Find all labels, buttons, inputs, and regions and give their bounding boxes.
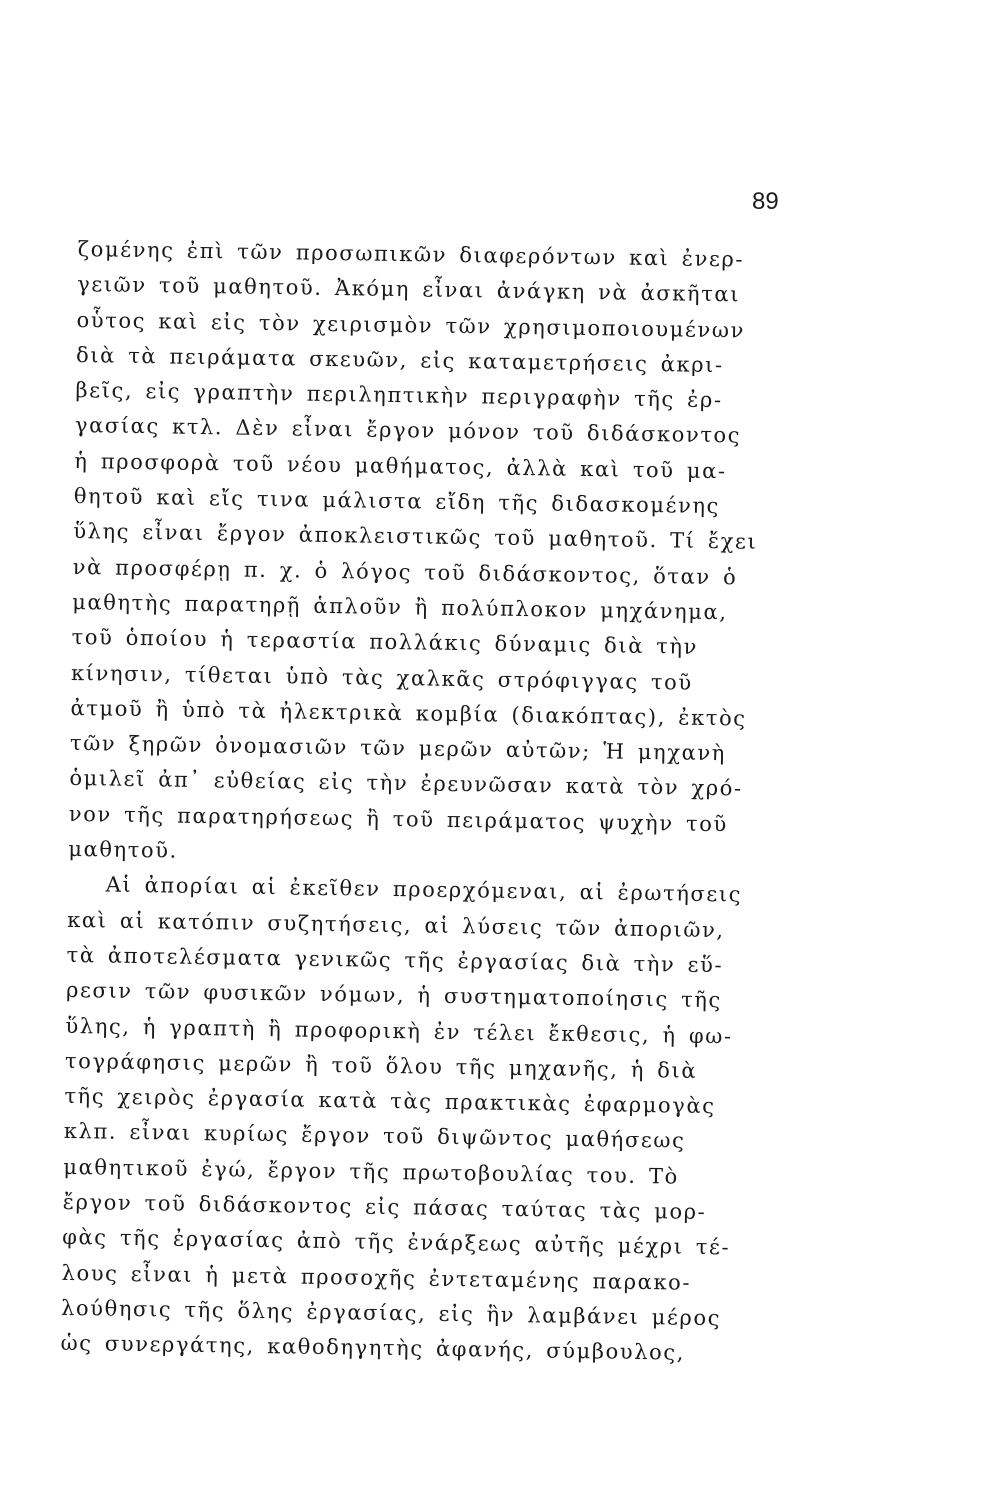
text-line: ἀτμοῦ ἢ ὑπὸ τὰ ἠλεκτρικὰ κομβία (διακόπτας), ἐκτὸς — [70, 695, 747, 731]
text-line: τῆς χειρὸς ἐργασία κατὰ τὰς πρακτικὰς ἐφαρμογὰς — [64, 1084, 716, 1119]
text-line: βεῖς, εἰς γραπτὴν περιληπτικὴν περιγραφὴν τῆς ἐρ- — [75, 378, 723, 413]
text-line: μαθητικοῦ ἐγώ, ἔργον τῆς πρωτοβουλίας του. Τὸ — [63, 1154, 680, 1189]
text-line: θητοῦ καὶ εἴς τινα μάλιστα εἴδη τῆς διδασκομένης — [73, 484, 721, 519]
text-line: γασίας κτλ. Δὲν εἶναι ἔργον μόνον τοῦ διδάσκοντος — [74, 413, 742, 448]
text-line: λούθησις τῆς ὅλης ἐργασίας, εἰς ἣν λαμβάνει μέρος — [60, 1295, 722, 1331]
text-line: ὁμιλεῖ ἀπ᾽ εὐθείας εἰς τὴν ἐρευνῶσαν κατὰ τὸν χρό- — [69, 766, 743, 801]
text-line: κίνησιν, τίθεται ὑπὸ τὰς χαλκᾶς στρόφιγγας τοῦ — [70, 660, 693, 695]
text-line: ἔργον τοῦ διδάσκοντος εἰς πάσας ταύτας τὰς μορ- — [62, 1189, 707, 1225]
text-line: Αἱ ἀπορίαι αἱ ἐκεῖθεν προερχόμεναι, αἱ ἐρωτήσεις — [105, 872, 743, 907]
text-line: τογράφησις μερῶν ἢ τοῦ ὅλου τῆς μηχανῆς, ἡ διὰ — [64, 1048, 698, 1083]
text-line: τοῦ ὁποίου ἡ τεραστία πολλάκις δύναμις διὰ τὴν — [71, 625, 699, 660]
text-line: νὰ προσφέρῃ π. χ. ὁ λόγος τοῦ διδάσκοντος, ὅταν ὁ — [72, 554, 738, 590]
text-line: λους εἶναι ἡ μετὰ προσοχῆς ἐντεταμένης παρακο- — [61, 1260, 692, 1295]
text-line: διὰ τὰ πειράματα σκευῶν, εἰς καταμετρήσεις ἀκρι- — [75, 342, 724, 378]
text-line: νον τῆς παρατηρήσεως ἢ τοῦ πειράματος ψυχὴν τοῦ — [68, 801, 729, 837]
text-line: μαθητοῦ. — [68, 836, 179, 863]
text-line: καὶ αἱ κατόπιν συζητήσεις, αἱ λύσεις τῶν ἀποριῶν, — [67, 907, 725, 942]
text-line: γειῶν τοῦ μαθητοῦ. Ἀκόμη εἶναι ἀνάγκη νὰ ἀσκῆται — [76, 272, 741, 307]
text-line: ὡς συνεργάτης, καθοδηγητὴς ἀφανής, σύμβουλος, — [60, 1331, 686, 1365]
text-line: ρεσιν τῶν φυσικῶν νόμων, ἡ συστηματοποίησις τῆς — [65, 978, 723, 1013]
text-line: κλπ. εἶναι κυρίως ἔργον τοῦ διψῶντος μαθήσεως — [63, 1119, 686, 1154]
page-number: 89 — [752, 188, 779, 215]
text-line: ἡ προσφορὰ τοῦ νέου μαθήματος, ἀλλὰ καὶ τοῦ μα- — [74, 448, 727, 483]
text-line: τῶν ξηρῶν ὀνομασιῶν τῶν μερῶν αὐτῶν; Ἡ μηχανὴ — [69, 731, 727, 766]
text-line: φὰς τῆς ἐργασίας ἀπὸ τῆς ἐνάρξεως αὐτῆς μέχρι τέ- — [62, 1225, 731, 1260]
text-line: οὗτος καὶ εἰς τὸν χειρισμὸν τῶν χρησιμοποιουμένων — [76, 307, 746, 343]
text-line: μαθητὴς παρατηρῇ ἁπλοῦν ἢ πολύπλοκον μηχάνημα, — [72, 589, 728, 625]
text-line: ὕλης εἶναι ἔργον ἀποκλειστικῶς τοῦ μαθητοῦ. Τί ἔχει — [73, 519, 758, 555]
text-line: τὰ ἀποτελέσματα γενικῶς τῆς ἐργασίας διὰ τὴν εὕ- — [66, 942, 724, 978]
body-text — [60, 232, 798, 1373]
text-line: ὕλης, ἡ γραπτὴ ἢ προφορικὴ ἐν τέλει ἔκθεσις, ἡ φω- — [65, 1013, 733, 1048]
text-line: ζομένης ἐπὶ τῶν προσωπικῶν διαφερόντων καὶ ἐνερ- — [77, 236, 745, 272]
